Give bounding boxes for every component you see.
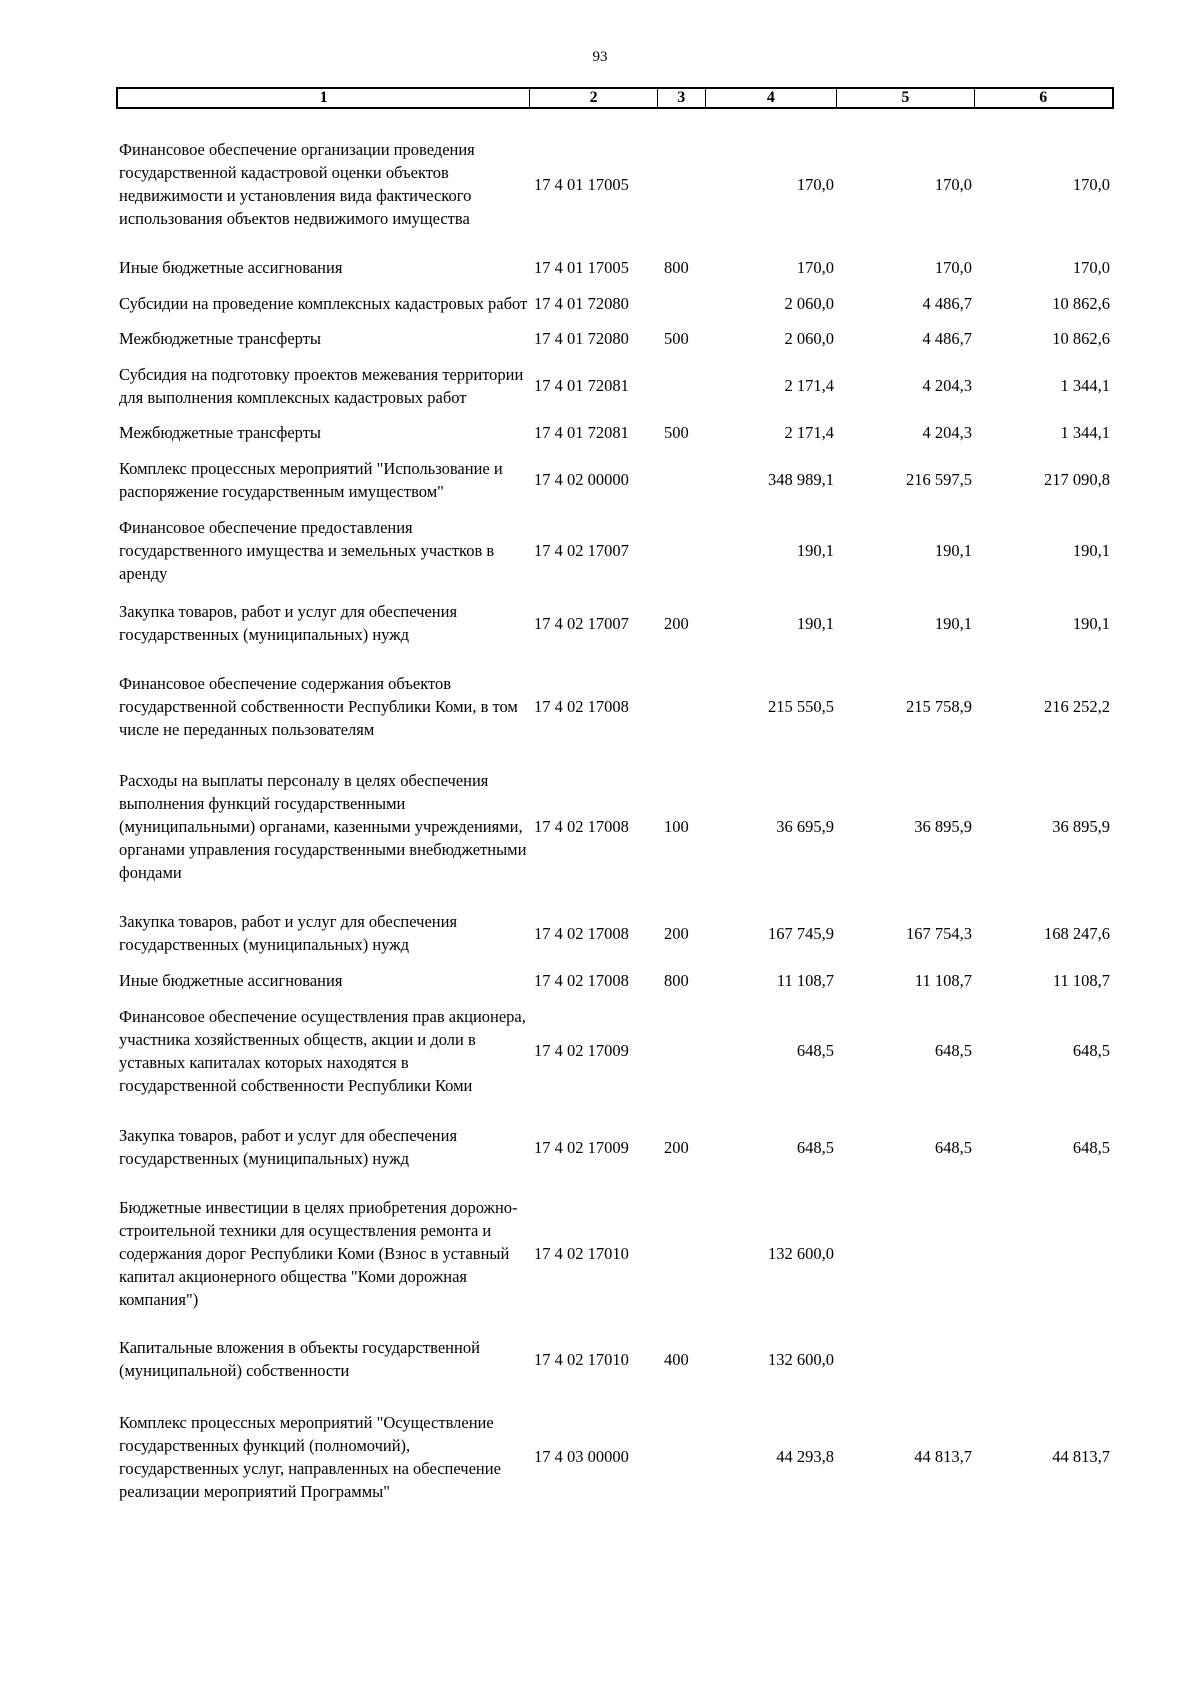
row-code: 17 4 02 17010 (534, 1244, 629, 1263)
row-value-col5: 44 813,7 (914, 1447, 972, 1466)
row-value-col4: 215 550,5 (768, 697, 834, 716)
row-value-col5: 4 486,7 (922, 293, 972, 313)
row-name: Межбюджетные трансферты (119, 423, 322, 442)
table-row (116, 516, 1114, 585)
row-value-col4: 2 060,0 (784, 293, 834, 313)
row-value-col6: 168 247,6 (1044, 923, 1110, 943)
row-value-col4: 2 171,4 (784, 376, 834, 395)
row-expense-type: 200 (664, 613, 689, 633)
row-value-col5: 167 754,3 (906, 923, 972, 943)
row-value-col6: 36 895,9 (1052, 817, 1110, 836)
row-code: 17 4 01 72080 (534, 293, 629, 313)
row-value-col6: 170,0 (1072, 174, 1110, 194)
table-row (116, 445, 1114, 514)
table-row (116, 280, 1114, 326)
row-name: Закупка товаров, работ и услуг для обеспечения государственных (муниципальных) нужд (119, 912, 458, 954)
row-value-col6: 1 344,1 (1060, 423, 1110, 442)
row-code: 17 4 02 17009 (534, 1137, 629, 1157)
row-expense-type: 500 (664, 423, 689, 442)
column-header-1: 1 (118, 89, 530, 107)
row-value-col6: 10 862,6 (1052, 293, 1110, 313)
table-row (116, 351, 1114, 420)
row-value-col6: 44 813,7 (1052, 1447, 1110, 1466)
row-code: 17 4 03 00000 (534, 1447, 629, 1466)
row-value-col6: 10 862,6 (1052, 329, 1110, 348)
table-row (116, 672, 1114, 741)
row-value-col5: 648,5 (934, 1137, 972, 1157)
column-header-2: 2 (530, 89, 657, 107)
row-name: Субсидия на подготовку проектов межевания территории для выполнения комплексных кадастровых работ (119, 364, 524, 407)
table-row (116, 1336, 1114, 1382)
column-header-4: 4 (706, 89, 837, 107)
row-value-col6: 216 252,2 (1044, 697, 1110, 716)
table-row (116, 1399, 1114, 1514)
row-name: Расходы на выплаты персоналу в целях обеспечения выполнения функций государственными (муниципальными) органами, казенными учреждениями, органами управления государственными внебюджетными фондами (119, 771, 527, 882)
row-value-col4: 36 695,9 (776, 817, 834, 836)
row-code: 17 4 02 17008 (534, 923, 629, 943)
row-value-col6: 1 344,1 (1060, 376, 1110, 395)
row-value-col5: 190,1 (934, 541, 972, 560)
table-row (116, 910, 1114, 956)
row-code: 17 4 01 72081 (534, 376, 629, 395)
table-row (116, 138, 1114, 230)
row-code: 17 4 02 17008 (534, 817, 629, 836)
page-number: 93 (592, 49, 608, 65)
row-code: 17 4 02 17010 (534, 1349, 629, 1369)
table-row (116, 993, 1114, 1108)
row-value-col5: 170,0 (934, 174, 972, 194)
row-value-col6: 190,1 (1072, 541, 1110, 560)
row-value-col5: 216 597,5 (906, 470, 972, 489)
row-value-col4: 170,0 (796, 258, 834, 277)
row-name: Капитальные вложения в объекты государственной (муниципальной) собственности (119, 1338, 480, 1380)
row-code: 17 4 02 17008 (534, 971, 629, 990)
table-header (116, 87, 1114, 109)
row-name: Субсидии на проведение комплексных кадастровых работ (119, 293, 528, 313)
row-value-col4: 132 600,0 (768, 1244, 834, 1263)
row-name: Финансовое обеспечение осуществления прав акционера, участника хозяйственных обществ, акции и доли в уставных капиталах которых находятся в государственной собственности Республики Коми (119, 1006, 526, 1095)
column-header-6: 6 (1039, 89, 1048, 106)
row-value-col5: 4 204,3 (922, 423, 972, 442)
row-value-col4: 170,0 (796, 174, 834, 194)
row-value-col5: 36 895,9 (914, 817, 972, 836)
column-header-3: 3 (658, 89, 706, 107)
row-value-col5: 11 108,7 (914, 971, 972, 990)
table-row (116, 327, 1114, 350)
row-name: Иные бюджетные ассигнования (119, 258, 343, 277)
row-value-col4: 190,1 (796, 541, 834, 560)
row-value-col4: 132 600,0 (768, 1349, 834, 1369)
row-name: Бюджетные инвестиции в целях приобретения дорожно-строительной техники для осуществления ремонта и содержания дорог Республики Коми (Взнос в уставный капитал акционерного общества "Коми дорожная компания") (119, 1198, 518, 1309)
row-expense-type: 800 (664, 258, 689, 277)
row-expense-type: 800 (664, 971, 689, 990)
row-code: 17 4 01 17005 (534, 258, 629, 277)
row-value-col4: 348 989,1 (768, 470, 834, 489)
row-value-col4: 648,5 (796, 1041, 834, 1060)
row-value-col4: 190,1 (796, 613, 834, 633)
row-expense-type: 200 (664, 1137, 689, 1157)
row-name: Финансовое обеспечение предоставления государственного имущества и земельных участков в аренду (119, 518, 495, 583)
table-row (116, 1196, 1114, 1311)
table-row (116, 600, 1114, 646)
table-row (116, 769, 1114, 884)
row-expense-type: 500 (664, 329, 689, 348)
row-code: 17 4 02 17009 (534, 1041, 629, 1060)
row-name: Финансовое обеспечение содержания объектов государственной собственности Республики Коми, в том числе не переданных пользователям (119, 674, 518, 739)
row-value-col4: 2 060,0 (784, 329, 834, 348)
row-name: Закупка товаров, работ и услуг для обеспечения государственных (муниципальных) нужд (119, 1126, 458, 1168)
row-expense-type: 100 (664, 817, 689, 836)
row-code: 17 4 02 17008 (534, 697, 629, 716)
row-value-col4: 648,5 (796, 1137, 834, 1157)
row-code: 17 4 01 17005 (534, 174, 629, 194)
row-name: Комплекс процессных мероприятий "Использование и распоряжение государственным имуществом" (119, 458, 503, 501)
table-row (116, 1124, 1114, 1170)
row-value-col5: 190,1 (934, 613, 972, 633)
row-value-col4: 2 171,4 (784, 423, 834, 442)
row-name: Иные бюджетные ассигнования (119, 971, 343, 990)
row-code: 17 4 02 17007 (534, 541, 629, 560)
row-name: Комплекс процессных мероприятий "Осуществление государственных функций (полномочий), государственных услуг, направленных на обеспечение реализации мероприятий Программы" (119, 1412, 501, 1501)
row-expense-type: 400 (664, 1349, 689, 1369)
row-code: 17 4 01 72081 (534, 423, 629, 442)
column-header-5: 5 (837, 89, 974, 107)
row-value-col5: 4 204,3 (922, 376, 972, 395)
row-value-col6: 648,5 (1072, 1041, 1110, 1060)
row-value-col6: 170,0 (1072, 258, 1110, 277)
row-code: 17 4 01 72080 (534, 329, 629, 348)
row-value-col5: 170,0 (934, 258, 972, 277)
row-value-col5: 648,5 (934, 1041, 972, 1060)
row-value-col4: 167 745,9 (768, 923, 834, 943)
row-value-col6: 217 090,8 (1044, 470, 1110, 489)
row-name: Финансовое обеспечение организации проведения государственной кадастровой оценки объектов недвижимости и установления вида фактического использования объектов недвижимого имущества (119, 140, 475, 228)
row-name: Закупка товаров, работ и услуг для обеспечения государственных (муниципальных) нужд (119, 602, 458, 644)
row-value-col6: 648,5 (1072, 1137, 1110, 1157)
row-value-col6: 190,1 (1072, 613, 1110, 633)
table-row (116, 969, 1114, 992)
row-value-col5: 4 486,7 (922, 329, 972, 348)
row-name: Межбюджетные трансферты (119, 329, 322, 348)
table-row (116, 421, 1114, 444)
row-code: 17 4 02 00000 (534, 470, 629, 489)
table-row (116, 256, 1114, 279)
row-code: 17 4 02 17007 (534, 613, 629, 633)
row-value-col6: 11 108,7 (1052, 971, 1110, 990)
row-expense-type: 200 (664, 923, 689, 943)
row-value-col5: 215 758,9 (906, 697, 972, 716)
row-value-col4: 44 293,8 (776, 1447, 834, 1466)
row-value-col4: 11 108,7 (776, 971, 834, 990)
